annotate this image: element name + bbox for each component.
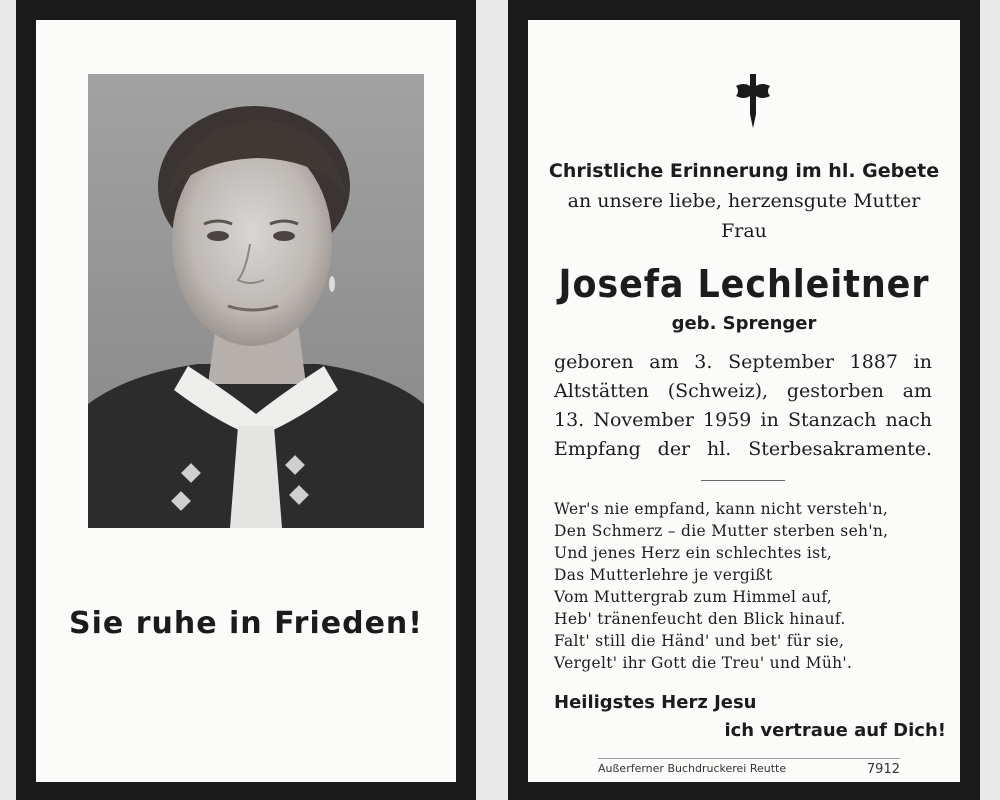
closing-prayer-line-2: ich vertraue auf Dich! — [724, 720, 946, 741]
print-number: 7912 — [866, 762, 900, 777]
poem — [554, 498, 888, 674]
closing-prayer-line-1: Heiligstes Herz Jesu — [554, 692, 757, 713]
poem-line: Das Mutterlehre je vergißt — [554, 566, 773, 584]
deceased-name: Josefa Lechleitner — [558, 262, 930, 306]
title-frau: Frau — [721, 220, 767, 242]
biography — [554, 348, 932, 464]
portrait-photo — [88, 74, 424, 528]
right-card — [508, 0, 980, 800]
right-card-panel — [528, 20, 960, 782]
bio-line: 13. November 1959 in Stanzach nach — [554, 409, 932, 431]
poem-line: Vergelt' ihr Gott die Treu' und Müh'. — [554, 654, 853, 672]
bio-line: Altstätten (Schweiz), gestorben am — [554, 380, 932, 402]
poem-line: Falt' still die Händ' und bet' für sie, — [554, 632, 845, 650]
dedication-line: an unsere liebe, herzensgute Mutter — [567, 190, 921, 212]
printer-name: Außerferner Buchdruckerei Reutte — [598, 762, 787, 775]
left-card — [16, 0, 476, 800]
cross-icon — [736, 74, 770, 128]
divider — [701, 480, 785, 481]
bio-line: Empfang der hl. Sterbesakramente. — [554, 438, 932, 460]
poem-line: Heb' tränenfeucht den Blick hinauf. — [554, 610, 846, 628]
bio-line: geboren am 3. September 1887 in — [554, 351, 932, 373]
memorial-heading: Christliche Erinnerung im hl. Gebete — [548, 160, 940, 182]
printer-imprint — [598, 758, 900, 777]
poem-line: Und jenes Herz ein schlechtes ist, — [554, 544, 833, 562]
left-card-panel — [36, 20, 456, 782]
rest-in-peace-text: Sie ruhe in Frieden! — [69, 606, 423, 641]
poem-line: Den Schmerz – die Mutter sterben seh'n, — [554, 522, 889, 540]
maiden-name: geb. Sprenger — [671, 313, 817, 334]
poem-line: Wer's nie empfand, kann nicht versteh'n, — [554, 500, 889, 518]
poem-line: Vom Muttergrab zum Himmel auf, — [554, 588, 833, 606]
